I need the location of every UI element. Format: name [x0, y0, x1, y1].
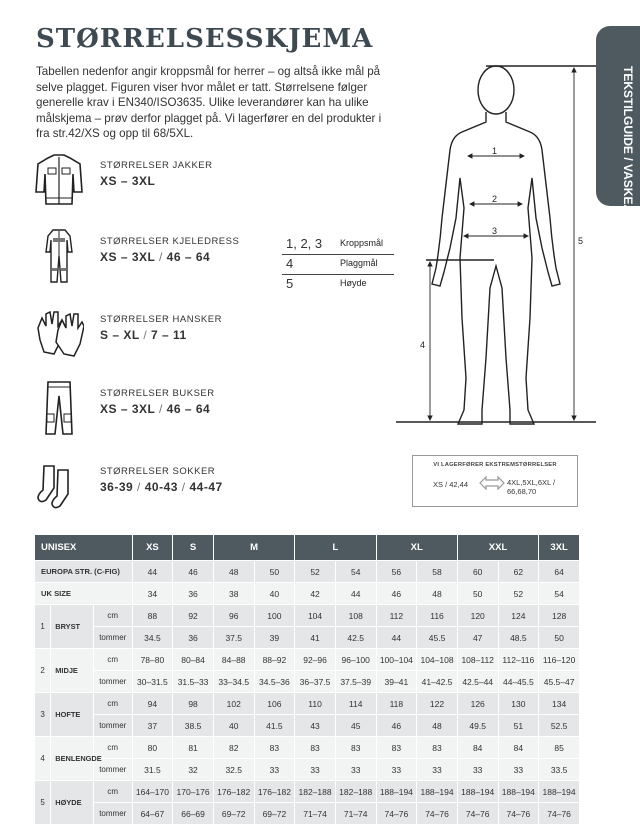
table-cell: 42.5 [335, 627, 376, 649]
table-cell: 126 [457, 693, 498, 715]
product-trousers [34, 380, 294, 440]
table-cell: 108 [335, 605, 376, 627]
table-cell: 33 [254, 759, 295, 781]
measure-row-in [35, 671, 580, 693]
table-cell: 31.5 [132, 759, 173, 781]
measure-row-in [35, 715, 580, 737]
table-cell: 33.5 [539, 759, 580, 781]
measure-legend [282, 234, 394, 294]
measure-name: MIDJE [51, 649, 94, 693]
measure-index: 3 [35, 693, 51, 737]
measure-row-in [35, 627, 580, 649]
table-cell: 182–188 [335, 781, 376, 803]
table-cell: 34 [132, 583, 173, 605]
table-cell: 71–74 [335, 803, 376, 825]
table-cell: 52.5 [539, 715, 580, 737]
unit-label: tommer [93, 803, 132, 825]
table-cell: 94 [132, 693, 173, 715]
table-cell: 44 [335, 583, 376, 605]
table-cell: 33 [376, 759, 417, 781]
table-cell: 37 [132, 715, 173, 737]
socks-icon [34, 458, 84, 514]
table-cell: 64–67 [132, 803, 173, 825]
legend-row [282, 234, 394, 254]
table-cell: 46 [376, 715, 417, 737]
table-cell: 66–69 [173, 803, 214, 825]
table-cell: 74–76 [457, 803, 498, 825]
table-cell: 48 [417, 715, 458, 737]
table-cell: 83 [417, 737, 458, 759]
table-cell: 37.5–39 [335, 671, 376, 693]
table-cell: 122 [417, 693, 458, 715]
size-header: XXL [457, 535, 538, 561]
measure-row-cm [35, 737, 580, 759]
measure-row-cm [35, 605, 580, 627]
table-cell: 188–194 [376, 781, 417, 803]
table-cell: 33 [457, 759, 498, 781]
table-cell: 88–92 [254, 649, 295, 671]
table-cell: 112–116 [498, 649, 539, 671]
table-cell: 71–74 [295, 803, 336, 825]
measure-row-cm [35, 693, 580, 715]
product-gloves [34, 306, 294, 366]
europa-label: EUROPA STR. (C-FIG) [35, 561, 133, 583]
measure-row-in [35, 803, 580, 825]
table-cell: 130 [498, 693, 539, 715]
table-cell: 84 [457, 737, 498, 759]
figure-label-4: 4 [420, 340, 426, 350]
table-cell: 36 [173, 627, 214, 649]
table-cell: 56 [376, 561, 417, 583]
page-title: STØRRELSESSKJEMA [36, 24, 374, 54]
size-table [34, 534, 580, 825]
table-cell: 46 [376, 583, 417, 605]
product-sizes: XS – 3XL [100, 174, 156, 188]
table-cell: 32.5 [213, 759, 254, 781]
table-cell: 170–176 [173, 781, 214, 803]
product-label: STØRRELSER SOKKER [100, 466, 216, 477]
measure-name: BRYST [51, 605, 94, 649]
table-cell: 48 [213, 561, 254, 583]
table-cell: 88 [132, 605, 173, 627]
product-label: STØRRELSER KJELEDRESS [100, 236, 240, 247]
measure-index: 1 [35, 605, 51, 649]
table-cell: 85 [539, 737, 580, 759]
body-measure-figure [396, 58, 596, 438]
table-cell: 48 [417, 583, 458, 605]
table-cell: 36 [173, 583, 214, 605]
table-cell: 33 [498, 759, 539, 781]
table-cell: 60 [457, 561, 498, 583]
table-cell: 116–120 [539, 649, 580, 671]
table-cell: 124 [498, 605, 539, 627]
table-cell: 33 [417, 759, 458, 781]
table-cell: 62 [498, 561, 539, 583]
size-header: S [173, 535, 214, 561]
legend-num: 5 [286, 276, 294, 291]
table-cell: 34.5–36 [254, 671, 295, 693]
table-cell: 81 [173, 737, 214, 759]
gloves-icon [34, 306, 84, 362]
table-cell: 96 [213, 605, 254, 627]
table-cell: 49.5 [457, 715, 498, 737]
table-cell: 96–100 [335, 649, 376, 671]
table-cell: 39–41 [376, 671, 417, 693]
product-sizes: S – XL / 7 – 11 [100, 328, 187, 342]
product-sizes: XS – 3XL / 46 – 64 [100, 402, 211, 416]
table-cell: 188–194 [417, 781, 458, 803]
unit-label: cm [93, 605, 132, 627]
table-cell: 48.5 [498, 627, 539, 649]
figure-label-2: 2 [492, 194, 498, 204]
unit-label: cm [93, 649, 132, 671]
product-label: STØRRELSER BUKSER [100, 388, 215, 399]
table-cell: 33 [335, 759, 376, 781]
table-cell: 31.5–33 [173, 671, 214, 693]
table-cell: 47 [457, 627, 498, 649]
table-cell: 74–76 [417, 803, 458, 825]
table-cell: 33–34.5 [213, 671, 254, 693]
table-cell: 80–84 [173, 649, 214, 671]
legend-text: Høyde [340, 278, 367, 288]
table-cell: 164–170 [132, 781, 173, 803]
intro-text: Tabellen nedenfor angir kroppsmål for herrer – og altså ikke mål på selve plagget. Figuren viser hvor målet er tatt. Størrelsene følger generelle krav i EN340/ISO3635. Ulike leverandører kan ha ulike målskjema – prøv derfor plagget på. Vi lagerfører en del produkter i fra str.42/XS og opp til 68/5XL. [36, 65, 382, 140]
table-cell: 104 [295, 605, 336, 627]
table-cell: 39 [254, 627, 295, 649]
table-cell: 84 [498, 737, 539, 759]
legend-num: 1, 2, 3 [286, 236, 323, 251]
table-cell: 42.5–44 [457, 671, 498, 693]
legend-row [282, 254, 394, 274]
table-cell: 38 [213, 583, 254, 605]
measure-index: 4 [35, 737, 51, 781]
table-cell: 43 [295, 715, 336, 737]
table-cell: 110 [295, 693, 336, 715]
table-cell: 51 [498, 715, 539, 737]
measure-name: BENLENGDE [51, 737, 94, 781]
table-cell: 74–76 [376, 803, 417, 825]
table-cell: 54 [335, 561, 376, 583]
table-cell: 42 [295, 583, 336, 605]
table-cell: 82 [213, 737, 254, 759]
table-cell: 41 [295, 627, 336, 649]
table-cell: 78–80 [132, 649, 173, 671]
legend-row [282, 274, 394, 294]
table-cell: 74–76 [498, 803, 539, 825]
size-header: L [295, 535, 376, 561]
side-tab-label[interactable]: TEKSTILGUIDE / VASKEANVISNING [621, 66, 635, 272]
table-cell: 102 [213, 693, 254, 715]
table-cell: 45.5–47 [539, 671, 580, 693]
table-cell: 100 [254, 605, 295, 627]
table-cell: 120 [457, 605, 498, 627]
product-sizes: XS – 3XL / 46 – 64 [100, 250, 211, 264]
unit-label: tommer [93, 759, 132, 781]
table-cell: 45.5 [417, 627, 458, 649]
unit-label: cm [93, 737, 132, 759]
table-cell: 92 [173, 605, 214, 627]
product-label: STØRRELSER HANSKER [100, 314, 222, 325]
table-cell: 30–31.5 [132, 671, 173, 693]
table-cell: 69–72 [213, 803, 254, 825]
extreme-large-sizes: 4XL,5XL,6XL / 66,68,70 [507, 478, 556, 496]
product-jackets [34, 152, 294, 212]
uk-label: UK SIZE [35, 583, 133, 605]
figure-label-3: 3 [492, 226, 498, 236]
uk-row [35, 583, 580, 605]
unit-label: tommer [93, 671, 132, 693]
table-cell: 52 [498, 583, 539, 605]
unit-label: cm [93, 693, 132, 715]
measure-name: HOFTE [51, 693, 94, 737]
table-cell: 44 [132, 561, 173, 583]
figure-label-1: 1 [492, 146, 498, 156]
table-cell: 52 [295, 561, 336, 583]
table-cell: 84–88 [213, 649, 254, 671]
product-socks [34, 458, 294, 518]
table-cell: 188–194 [457, 781, 498, 803]
product-label: STØRRELSER JAKKER [100, 160, 213, 171]
table-cell: 36–37.5 [295, 671, 336, 693]
table-cell: 45 [335, 715, 376, 737]
extreme-small-sizes: XS / 42,44 [433, 480, 469, 489]
table-cell: 98 [173, 693, 214, 715]
size-header: XL [376, 535, 457, 561]
table-cell: 69–72 [254, 803, 295, 825]
table-cell: 106 [254, 693, 295, 715]
table-cell: 58 [417, 561, 458, 583]
table-cell: 83 [335, 737, 376, 759]
table-cell: 34.5 [132, 627, 173, 649]
table-cell: 46 [173, 561, 214, 583]
table-cell: 37.5 [213, 627, 254, 649]
body-outline [432, 66, 560, 424]
table-cell: 92–96 [295, 649, 336, 671]
table-cell: 54 [539, 583, 580, 605]
table-cell: 38.5 [173, 715, 214, 737]
unit-label: tommer [93, 715, 132, 737]
coverall-icon [34, 228, 84, 284]
extreme-heading: VI LAGERFØRER EKSTREMSTØRRELSER [433, 462, 557, 468]
size-header: XS [132, 535, 173, 561]
table-cell: 83 [295, 737, 336, 759]
product-sizes: 36-39 / 40-43 / 44-47 [100, 480, 223, 494]
table-cell: 112 [376, 605, 417, 627]
table-cell: 104–108 [417, 649, 458, 671]
table-cell: 128 [539, 605, 580, 627]
figure-label-5: 5 [578, 236, 584, 246]
double-arrow-icon [479, 476, 505, 490]
table-cell: 108–112 [457, 649, 498, 671]
table-cell: 182–188 [295, 781, 336, 803]
product-coveralls [34, 228, 294, 288]
measure-row-cm [35, 649, 580, 671]
table-cell: 74–76 [539, 803, 580, 825]
measure-row-cm [35, 781, 580, 803]
jacket-icon [34, 152, 84, 208]
measure-index: 5 [35, 781, 51, 825]
legend-text: Kroppsmål [340, 238, 384, 248]
table-cell: 116 [417, 605, 458, 627]
table-cell: 33 [295, 759, 336, 781]
europa-row [35, 561, 580, 583]
table-cell: 40 [213, 715, 254, 737]
legend-num: 4 [286, 256, 294, 271]
table-cell: 64 [539, 561, 580, 583]
measure-index: 2 [35, 649, 51, 693]
table-cell: 118 [376, 693, 417, 715]
table-cell: 50 [457, 583, 498, 605]
table-cell: 83 [254, 737, 295, 759]
measure-row-in [35, 759, 580, 781]
unit-label: tommer [93, 627, 132, 649]
table-cell: 176–182 [254, 781, 295, 803]
table-cell: 188–194 [498, 781, 539, 803]
table-cell: 114 [335, 693, 376, 715]
table-cell: 40 [254, 583, 295, 605]
measure-name: HØYDE [51, 781, 94, 825]
size-header-row [35, 535, 580, 561]
extreme-sizes-box [412, 455, 578, 507]
unit-label: cm [93, 781, 132, 803]
size-header: M [213, 535, 294, 561]
unisex-label: UNISEX [35, 535, 133, 561]
table-cell: 176–182 [213, 781, 254, 803]
table-cell: 50 [254, 561, 295, 583]
table-cell: 50 [539, 627, 580, 649]
table-cell: 134 [539, 693, 580, 715]
table-cell: 188–194 [539, 781, 580, 803]
table-cell: 41–42.5 [417, 671, 458, 693]
table-cell: 100–104 [376, 649, 417, 671]
table-cell: 41.5 [254, 715, 295, 737]
table-cell: 44–45.5 [498, 671, 539, 693]
table-cell: 32 [173, 759, 214, 781]
table-cell: 80 [132, 737, 173, 759]
trousers-icon [34, 380, 84, 436]
table-cell: 83 [376, 737, 417, 759]
legend-text: Plaggmål [340, 258, 378, 268]
table-cell: 44 [376, 627, 417, 649]
size-header: 3XL [539, 535, 580, 561]
